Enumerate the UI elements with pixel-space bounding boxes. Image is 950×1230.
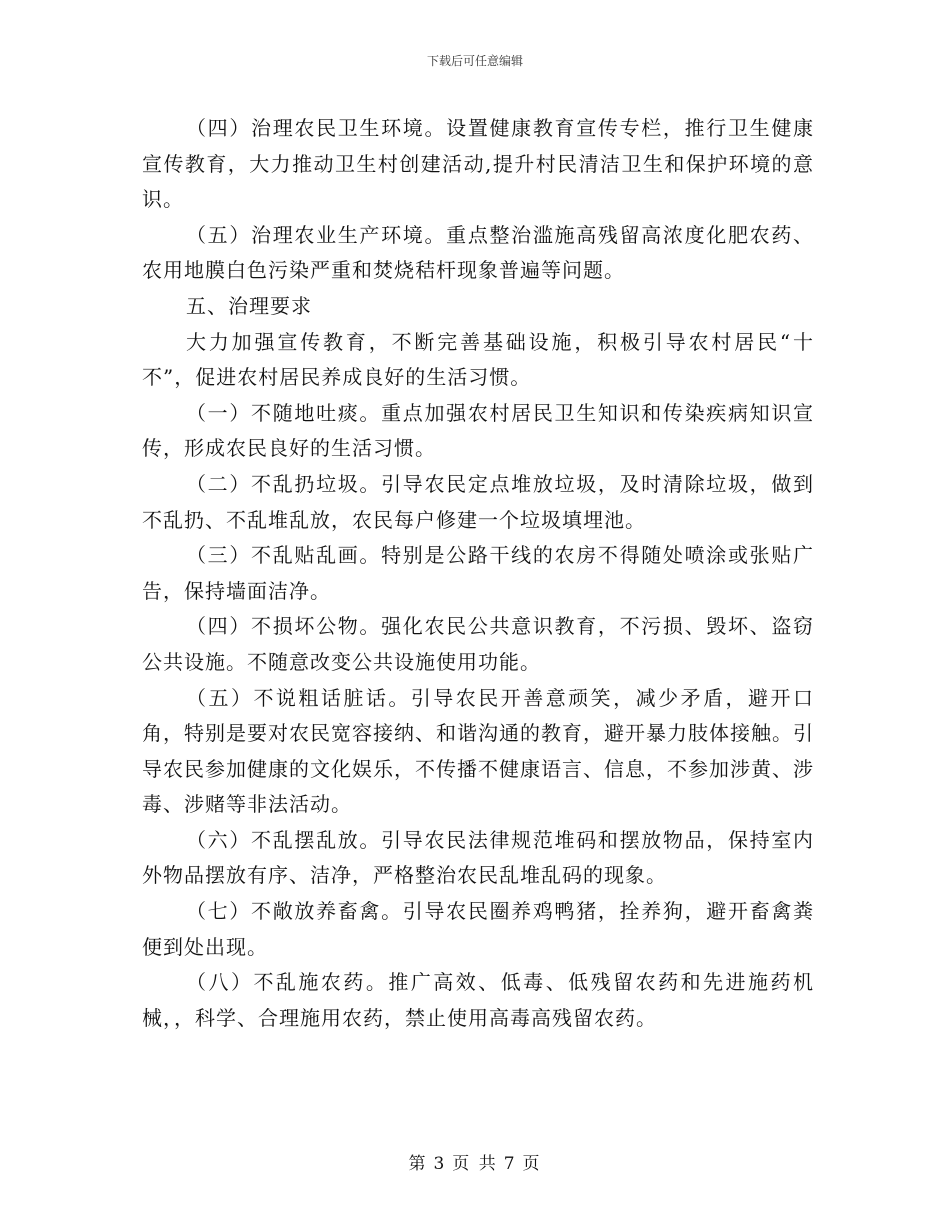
paragraph-item-8: （八）不乱施农药。推广高效、低毒、低残留农药和先进施药机械，，科学、合理施用农药，禁止使用高毒高残留农药。	[142, 970, 814, 1030]
paragraph-item-2: （二）不乱扔垃圾。引导农民定点堆放垃圾，及时清除垃圾，做到不乱扔、不乱堆乱放，农民每户修建一个垃圾填埋池。	[142, 471, 814, 532]
footer-label-mid: 页 共	[452, 1154, 498, 1174]
document-body	[142, 111, 814, 1036]
page-footer	[0, 1153, 950, 1175]
paragraph-item-3: （三）不乱贴乱画。特别是公路干线的农房不得随处喷涂或张贴广告，保持墙面洁净。	[142, 543, 814, 603]
paragraph-item-1: （一）不随地吐痰。重点加强农村居民卫生知识和传染疾病知识宣传，形成农民良好的生活习惯。	[142, 400, 814, 461]
footer-label-suffix: 页	[522, 1154, 542, 1174]
paragraph-item-5: （五）不说粗话脏话。引导农民开善意顽笑，减少矛盾，避开口角，特别是要对农民宽容接纳、和谐沟通的教育，避开暴力肢体接触。引导农民参加健康的文化娱乐，不传播不健康语言、信息，不参加涉黄、涉毒、涉赌等非法活动。	[142, 685, 814, 817]
paragraph-requirements-intro: 大力加强宣传教育，不断完善基础设施，积极引导农村居民“十不”，促进农村居民养成良好的生活习惯。	[142, 329, 814, 390]
paragraph-item-6: （六）不乱摆乱放。引导农民法律规范堆码和摆放物品，保持室内外物品摆放有序、洁净，严格整治农民乱堆乱码的现象。	[142, 827, 814, 888]
paragraph-governance-hygiene: （四）治理农民卫生环境。设置健康教育宣传专栏，推行卫生健康宣传教育，大力推动卫生村创建活动,提升村民清洁卫生和保护环境的意识。	[142, 116, 814, 212]
page-header: 下载后可任意编辑	[426, 54, 523, 68]
footer-label-prefix: 第	[408, 1154, 428, 1174]
paragraph-governance-agriculture: （五）治理农业生产环境。重点整治滥施高残留高浓度化肥农药、农用地膜白色污染严重和焚烧秸杆现象普遍等问题。	[142, 222, 814, 283]
paragraph-item-4: （四）不损坏公物。强化农民公共意识教育，不污损、毁坏、盗窃公共设施。不随意改变公共设施使用功能。	[142, 614, 814, 674]
current-page-number: 3	[433, 1154, 447, 1174]
section-heading-requirements: 五、治理要求	[186, 293, 312, 318]
paragraph-item-7: （七）不敞放养畜禽。引导农民圈养鸡鸭猪，拴养狗，避开畜禽粪便到处出现。	[142, 899, 814, 959]
total-pages-number: 7	[503, 1154, 517, 1174]
